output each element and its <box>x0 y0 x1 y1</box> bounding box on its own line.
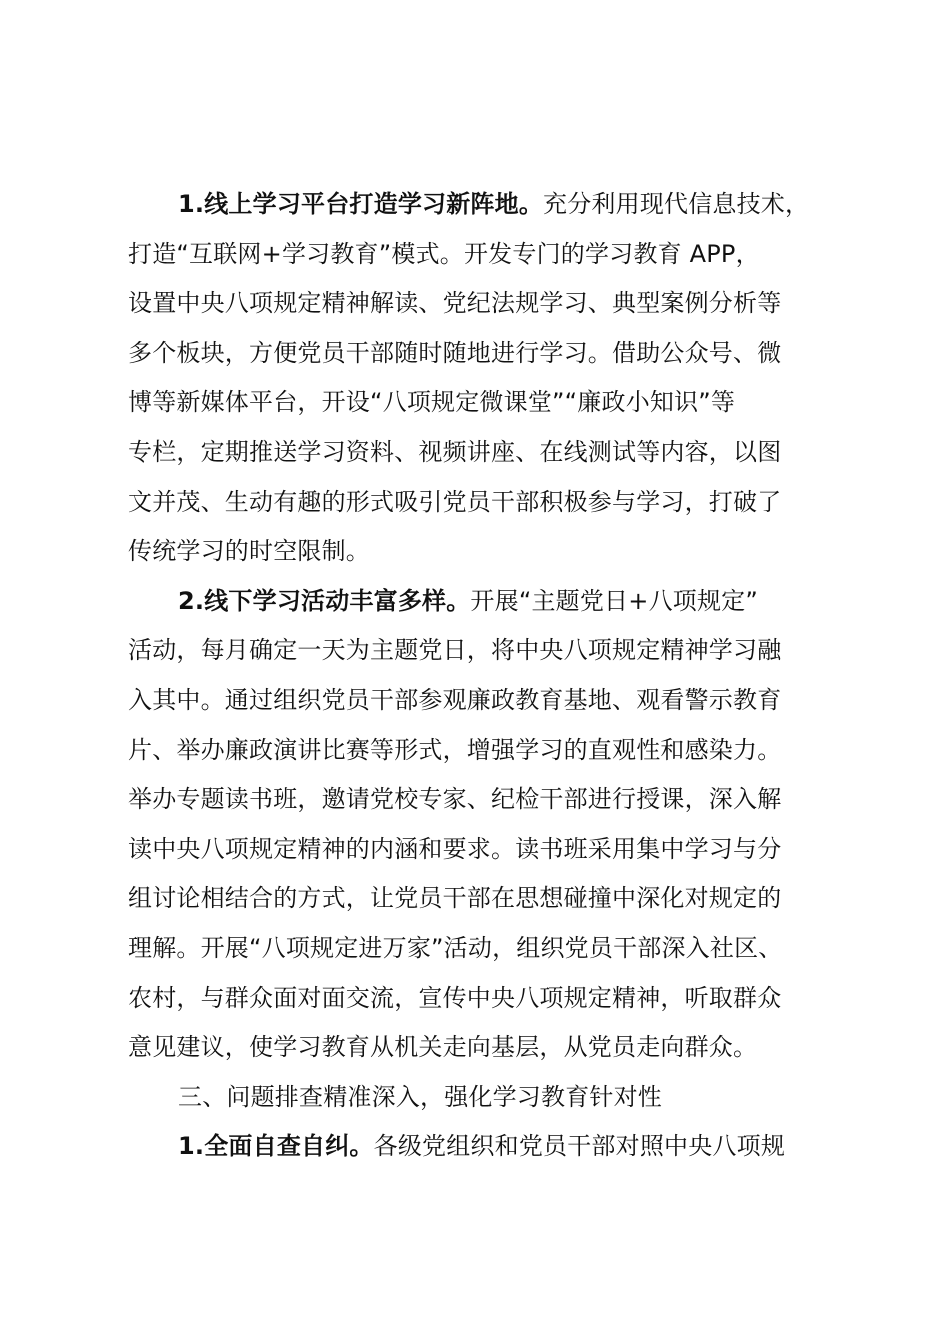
paragraph-1-line-3: 设置中央八项规定精神解读、党纪法规学习、典型案例分析等 <box>128 289 782 318</box>
section-title-problem-screening: 三、问题排查精准深入，强化学习教育针对性 <box>178 1082 662 1111</box>
paragraph-2-line-5: 举办专题读书班，邀请党校专家、纪检干部进行授课，深入解 <box>128 785 782 814</box>
paragraph-1-line-2: 打造“互联网+学习教育”模式。开发专门的学习教育 APP， <box>128 239 760 268</box>
paragraph-2-line-10: 意见建议，使学习教育从机关走向基层，从党员走向群众。 <box>128 1033 758 1062</box>
paragraph-2-line-1: 2.线下学习活动丰富多样。开展“主题党日+八项规定” <box>178 586 758 615</box>
paragraph-1-line-5: 博等新媒体平台，开设“八项规定微课堂”“廉政小知识”等 <box>128 388 736 417</box>
paragraph-2-line-2: 活动，每月确定一天为主题党日，将中央八项规定精神学习融 <box>128 636 782 665</box>
paragraph-3-line-1: 1.全面自查自纠。各级党组织和党员干部对照中央八项规 <box>178 1132 786 1161</box>
paragraph-1-line-1: 1.线上学习平台打造学习新阵地。充分利用现代信息技术， <box>178 190 810 218</box>
paragraph-2-line-6: 读中央八项规定精神的内涵和要求。读书班采用集中学习与分 <box>128 834 782 863</box>
paragraph-1-line-6: 专栏，定期推送学习资料、视频讲座、在线测试等内容，以图 <box>128 437 782 466</box>
paragraph-2-line-4: 片、举办廉政演讲比赛等形式，增强学习的直观性和感染力。 <box>128 735 782 764</box>
paragraph-2-line-9: 农村，与群众面对面交流，宣传中央八项规定精神，听取群众 <box>128 983 782 1012</box>
section-heading-offline-activities: 2.线下学习活动丰富多样。 <box>178 586 471 615</box>
paragraph-2-line-7: 组讨论相结合的方式，让党员干部在思想碰撞中深化对规定的 <box>128 884 782 913</box>
document-body <box>128 180 848 1172</box>
section-heading-online-platform: 1.线上学习平台打造学习新阵地。 <box>178 190 544 218</box>
paragraph-1-line-7: 文并茂、生动有趣的形式吸引党员干部积极参与学习，打破了 <box>128 487 782 516</box>
paragraph-2-line-8: 理解。开展“八项规定进万家”活动，组织党员干部深入社区、 <box>128 933 783 962</box>
section-heading-self-inspection: 1.全面自查自纠。 <box>178 1132 374 1161</box>
paragraph-1-line-8: 传统学习的时空限制。 <box>128 537 370 566</box>
paragraph-2-line-3: 入其中。通过组织党员干部参观廉政教育基地、观看警示教育 <box>128 685 782 714</box>
paragraph-1-line-4: 多个板块，方便党员干部随时随地进行学习。借助公众号、微 <box>128 338 782 367</box>
